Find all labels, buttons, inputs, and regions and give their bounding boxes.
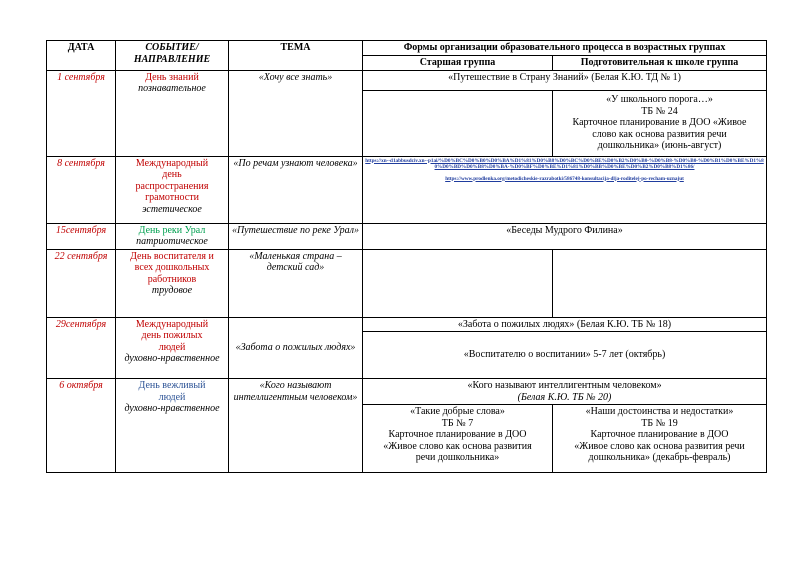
- row6-prep-line4: «Живое слово как основа развития речи: [574, 440, 745, 452]
- row2-date: 8 сентября: [47, 156, 116, 223]
- header-event: [116, 41, 229, 71]
- row6-senior-line1: «Такие добрые слова»: [410, 406, 505, 417]
- row2-theme: «По речам узнают человека»: [229, 156, 363, 223]
- row4-event-line1: День воспитателя и: [130, 250, 214, 262]
- row6-event-line2: людей: [158, 391, 186, 403]
- row6-prep-line5: дошкольника» (декабрь-февраль): [588, 452, 731, 463]
- row3-direction: патриотическое: [136, 236, 208, 247]
- row1-date: 1 сентября: [47, 70, 116, 156]
- row3-event: День реки Урал: [138, 224, 206, 236]
- row1-prep-line2: ТБ № 24: [641, 105, 678, 117]
- row5-merged1: «Забота о пожилых людях» (Белая К.Ю. ТБ № 18): [363, 317, 767, 332]
- row2-event-cell: [116, 156, 229, 223]
- row6-direction: духовно-нравственное: [124, 403, 220, 414]
- row6-senior-line4: «Живое слово как основа развития: [383, 440, 532, 452]
- row2-link1[interactable]: https://xn--d1abbusdciv.xn--p1ai/%D0%BC%D0%B0%D0%BA%D1%81%D0%B8%D0%BC%D0%BE%D0%B2%D0%B0-%D0%B8-%D0%B0-%D0%B1%D0%BE%D1%80%D0%BD%D0%B8%D0%BA-%D0%BF%D0%BE%D1%81%D0%BB%D0%BE%D0%B2%D0%B8%D1%86/: [365, 157, 764, 170]
- row1-prep-line4: слово как основа развития речи: [592, 128, 727, 140]
- row1-senior: [363, 90, 553, 156]
- row6-prep-line3: Карточное планирование в ДОО: [590, 429, 729, 440]
- row1-prep-line3: Карточное планирование в ДОО «Живое: [572, 117, 747, 129]
- row5-event-line2: день пожилых: [141, 330, 203, 341]
- row6-merged-line2: (Белая К.Ю. ТБ № 20): [517, 391, 612, 403]
- row6-event-cell: [116, 379, 229, 473]
- row2-direction: эстетическое: [142, 203, 202, 215]
- row3-event-cell: [116, 223, 229, 249]
- header-senior: Старшая группа: [363, 56, 553, 71]
- row6-prep-line1: «Наши достоинства и недостатки»: [585, 406, 734, 417]
- row6-senior: [363, 405, 553, 473]
- row2-links: [363, 156, 767, 223]
- row3-date: 15сентября: [47, 223, 116, 249]
- row5-theme: «Забота о пожилых людях»: [229, 317, 363, 379]
- row6-event-line1: День вежливый: [138, 380, 206, 391]
- row1-direction: познавательное: [138, 83, 206, 94]
- row4-event-line3: работников: [147, 273, 197, 285]
- row6-prep: [553, 405, 767, 473]
- row2-event-line4: грамотности: [145, 192, 199, 203]
- row6-theme: «Кого называют интеллигентным человеком»: [229, 379, 363, 473]
- row4-date: 22 сентября: [47, 249, 116, 317]
- row5-event-cell: [116, 317, 229, 379]
- row2-event-line1: Международный: [135, 157, 209, 169]
- row6-merged: [363, 379, 767, 405]
- header-forms: Формы организации образовательного процесса в возрастных группах: [363, 41, 767, 56]
- row5-date: 29сентября: [47, 317, 116, 379]
- row1-event: День знаний: [145, 71, 199, 83]
- row4-theme: «Маленькая страна – детский сад»: [229, 249, 363, 317]
- row2-link2[interactable]: https://www.prodlenka.org/metodicheskie-razrabotki/586748-konsultacija-dlja-roditelej-po-recham-uznajut: [445, 175, 684, 182]
- row4-senior: [363, 249, 553, 317]
- row1-prep-line5: дошкольника» (июнь-август): [597, 140, 722, 152]
- header-prep: Подготовительная к школе группа: [553, 56, 767, 71]
- row2-event-line3: распространения: [135, 180, 209, 192]
- row1-event-cell: [116, 70, 229, 156]
- row1-prep: [553, 90, 767, 156]
- row5-event-line1: Международный: [135, 318, 209, 330]
- header-theme: ТЕМА: [229, 41, 363, 71]
- row6-senior-line2: ТБ № 7: [441, 417, 474, 429]
- row4-prep: [553, 249, 767, 317]
- row3-merged: «Беседы Мудрого Филина»: [363, 223, 767, 249]
- row2-event-line2: день: [162, 169, 182, 180]
- header-event-line2: НАПРАВЛЕНИЕ: [133, 53, 211, 65]
- row6-prep-line2: ТБ № 19: [641, 417, 678, 429]
- plan-table: [46, 40, 767, 473]
- row1-theme: «Хочу все знать»: [229, 70, 363, 156]
- row1-prep-line1: «У школьного порога…»: [606, 94, 713, 106]
- row6-senior-line5: речи дошкольника»: [415, 452, 500, 463]
- header-date: ДАТА: [47, 41, 116, 71]
- row6-senior-line3: Карточное планирование в ДОО: [388, 429, 527, 440]
- row5-direction: духовно-нравственное: [124, 353, 220, 364]
- row6-merged-line1: «Кого называют интеллигентным человеком»: [467, 380, 662, 391]
- row4-event-line2: всех дошкольных: [134, 262, 210, 273]
- row5-event-line3: людей: [158, 341, 186, 353]
- row4-event-cell: [116, 249, 229, 317]
- row3-theme: «Путешествие по реке Урал»: [229, 223, 363, 249]
- row1-merged: «Путешествие в Страну Знаний» (Белая К.Ю. ТД № 1): [363, 70, 767, 90]
- header-event-line1: СОБЫТИЕ/: [145, 42, 199, 53]
- row6-date: 6 октября: [47, 379, 116, 473]
- row5-merged2: «Воспитателю о воспитании» 5-7 лет (октябрь): [363, 332, 767, 379]
- row4-direction: трудовое: [151, 285, 193, 296]
